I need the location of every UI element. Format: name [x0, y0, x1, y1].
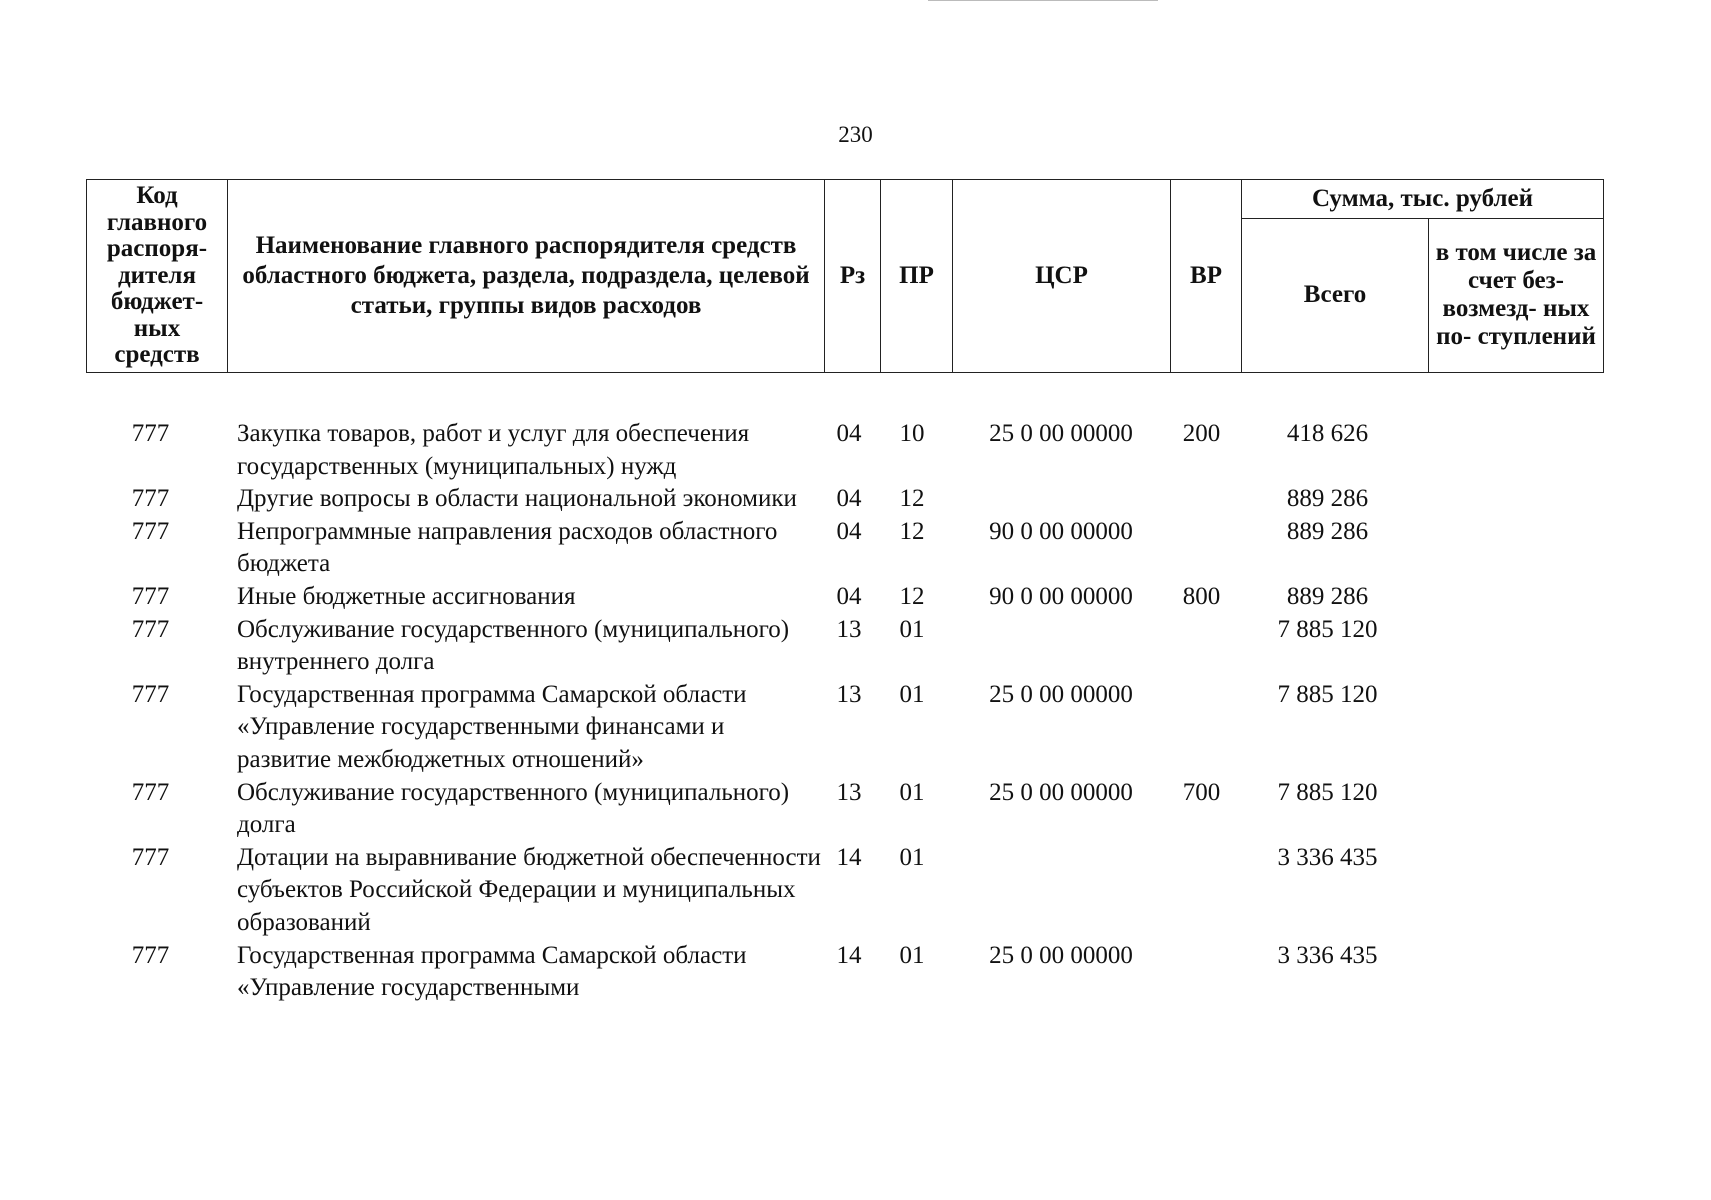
- budget-table: [86, 418, 1603, 1005]
- cell-vr: [1170, 483, 1241, 516]
- table-row: [86, 516, 1603, 581]
- cell-incl: [1428, 842, 1603, 940]
- header-name: Наименование главного распорядителя средств областного бюджета, раздела, подраздела, целевой статьи, группы видов расходов: [228, 180, 825, 373]
- cell-total: 7 885 120: [1277, 680, 1378, 708]
- cell-name: Обслуживание государственного (муниципального) внутреннего долга: [237, 615, 790, 676]
- cell-rz: 04: [836, 517, 862, 545]
- cell-csr: [952, 483, 1170, 516]
- cell-incl: [1428, 679, 1603, 777]
- cell-rz: 04: [836, 420, 862, 447]
- cell-csr: 25 0 00 00000: [989, 941, 1133, 969]
- table-row: [86, 679, 1603, 777]
- cell-vr: 200: [1182, 420, 1221, 447]
- cell-vr: [1170, 614, 1241, 679]
- cell-rz: 14: [836, 843, 862, 871]
- page-number: 230: [838, 122, 873, 147]
- cell-pr: 01: [899, 615, 925, 643]
- cell-code: 777: [131, 615, 170, 643]
- cell-total: 889 286: [1286, 517, 1369, 545]
- cell-rz: 04: [836, 485, 862, 513]
- cell-vr: 700: [1182, 778, 1221, 806]
- cell-code: 777: [131, 517, 170, 545]
- cell-code: 777: [131, 420, 170, 447]
- cell-code: 777: [131, 778, 170, 806]
- cell-vr: [1170, 842, 1241, 940]
- cell-vr: [1170, 516, 1241, 581]
- header-code: Код главного распоря- дителя бюджет- ных средств: [87, 180, 228, 373]
- cell-total: 889 286: [1286, 485, 1369, 513]
- cell-code: 777: [131, 843, 170, 871]
- cell-csr: 25 0 00 00000: [989, 778, 1133, 806]
- cell-csr: [952, 842, 1170, 940]
- cell-csr: 25 0 00 00000: [989, 680, 1133, 708]
- cell-pr: 12: [899, 517, 925, 545]
- cell-incl: [1428, 483, 1603, 516]
- cell-incl: [1428, 516, 1603, 581]
- header-vr: ВР: [1171, 180, 1242, 373]
- cell-incl: [1428, 940, 1603, 1005]
- cell-pr: 12: [899, 485, 925, 513]
- table-header: [86, 179, 1604, 373]
- cell-rz: 13: [836, 680, 862, 708]
- cell-total: 3 336 435: [1277, 843, 1378, 871]
- header-csr: ЦСР: [953, 180, 1171, 373]
- cell-csr: 90 0 00 00000: [989, 582, 1133, 610]
- table-row: [86, 777, 1603, 842]
- cell-total: 3 336 435: [1277, 941, 1378, 969]
- cell-pr: 01: [899, 680, 925, 708]
- cell-incl: [1428, 777, 1603, 842]
- table-row: [86, 418, 1603, 483]
- cell-csr: 90 0 00 00000: [989, 517, 1133, 545]
- table-row: [86, 842, 1603, 940]
- cell-code: 777: [131, 582, 170, 610]
- cell-pr: 10: [899, 420, 925, 447]
- cell-vr: 800: [1182, 582, 1221, 610]
- cell-csr: 25 0 00 00000: [989, 420, 1133, 447]
- cell-csr: [952, 614, 1170, 679]
- cell-incl: [1428, 581, 1603, 614]
- cell-pr: 01: [899, 778, 925, 806]
- cell-total: 7 885 120: [1277, 615, 1378, 643]
- header-pr: ПР: [881, 180, 953, 373]
- cell-code: 777: [131, 485, 170, 513]
- cell-name: Обслуживание государственного (муниципального) долга: [237, 778, 790, 839]
- header-rz: Рз: [825, 180, 881, 373]
- cell-rz: 04: [836, 582, 862, 610]
- cell-code: 777: [131, 680, 170, 708]
- cell-pr: 01: [899, 843, 925, 871]
- table-row: [86, 940, 1603, 1005]
- cell-name: Государственная программа Самарской области «Управление государственными финансами и развитие межбюджетных отношений»: [237, 680, 747, 773]
- cell-vr: [1170, 940, 1241, 1005]
- table-row: [86, 614, 1603, 679]
- table-row: [86, 483, 1603, 516]
- cell-pr: 12: [899, 582, 925, 610]
- cell-rz: 14: [836, 941, 862, 969]
- cell-pr: 01: [899, 941, 925, 969]
- cell-total: 418 626: [1286, 420, 1369, 447]
- cell-vr: [1170, 679, 1241, 777]
- cell-incl: [1428, 418, 1603, 483]
- cell-incl: [1428, 614, 1603, 679]
- cell-name: Другие вопросы в области национальной экономики: [237, 485, 797, 513]
- cell-name: Непрограммные направления расходов областного бюджета: [237, 517, 778, 578]
- table-row: [86, 581, 1603, 614]
- cell-rz: 13: [836, 615, 862, 643]
- header-incl: в том числе за счет без- возмезд- ных по- ступлений: [1429, 219, 1604, 373]
- cell-name: Государственная программа Самарской области «Управление государственными: [237, 941, 747, 1002]
- cell-total: 889 286: [1286, 582, 1369, 610]
- header-sum: Сумма, тыс. рублей: [1242, 180, 1604, 219]
- header-total: Всего: [1242, 219, 1429, 373]
- cell-total: 7 885 120: [1277, 778, 1378, 806]
- cell-name: Иные бюджетные ассигнования: [237, 582, 576, 610]
- cell-name: Дотации на выравнивание бюджетной обеспеченности субъектов Российской Федерации и муниципальных образований: [237, 843, 821, 936]
- cell-name: Закупка товаров, работ и услуг для обеспечения государственных (муниципальных) нужд: [237, 420, 750, 480]
- cell-rz: 13: [836, 778, 862, 806]
- scan-edge-mark: [928, 0, 1158, 3]
- cell-code: 777: [131, 941, 170, 969]
